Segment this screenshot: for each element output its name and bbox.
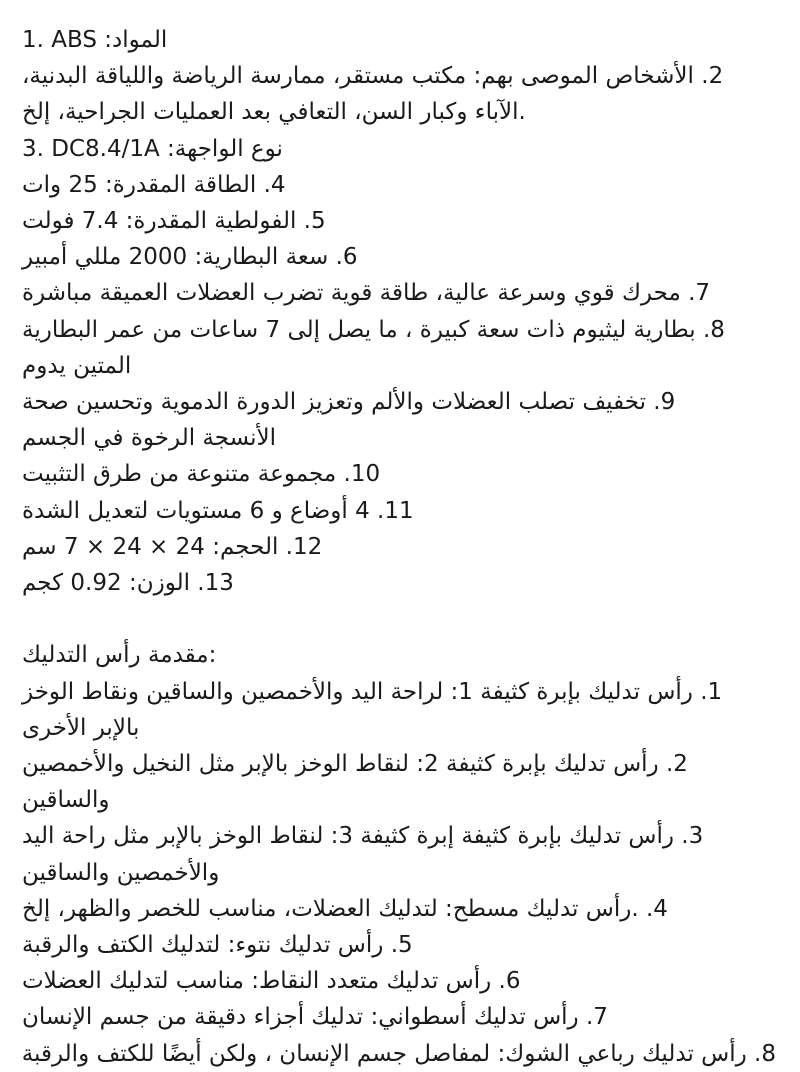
spec-line-9: 9. تخفيف تصلب العضلات والألم وتعزيز الدورة الدموية وتحسين صحة	[22, 389, 676, 416]
spec-line-4: 4. الطاقة المقدرة: 25 وات	[22, 171, 286, 198]
spec-line-10: 10. مجموعة متنوعة من طرق التثبيت	[22, 461, 381, 488]
massage-heads-section	[22, 637, 776, 1071]
spec-line-12: 12. الحجم: 24 × 24 × 7 سم	[22, 533, 323, 560]
spec-line-8-cont: المتين يدوم	[22, 352, 132, 379]
head-line-2-cont: والساقين	[22, 787, 110, 814]
spec-line-11: 11. 4 أوضاع و 6 مستويات لتعديل الشدة	[22, 497, 414, 524]
massage-heads-heading: :مقدمة رأس التدليك	[22, 642, 217, 669]
spec-line-2-cont: .الآباء وكبار السن، التعافي بعد العمليات الجراحية، إلخ	[22, 99, 526, 126]
spec-line-5: 5. الفولطية المقدرة: 7.4 فولت	[22, 208, 326, 235]
spec-line-2: 2. الأشخاص الموصى بهم: مكتب مستقر، ممارسة الرياضة واللياقة البدنية،	[22, 63, 724, 90]
spec-line-6: 6. سعة البطارية: 2000 مللي أمبير	[22, 244, 358, 271]
spec-line-3: 3. DC8.4/1A :نوع الواجهة	[22, 135, 283, 162]
spec-line-8: 8. بطارية ليثيوم ذات سعة كبيرة ، ما يصل إلى 7 ساعات من عمر البطارية	[22, 316, 725, 343]
spec-line-9-cont: الأنسجة الرخوة في الجسم	[22, 425, 277, 452]
head-line-3-cont: والأخمصين والساقين	[22, 859, 220, 886]
head-line-1: 1. رأس تدليك بإبرة كثيفة 1: لراحة اليد والأخمصين والساقين ونقاط الوخز	[22, 678, 723, 705]
specs-list	[22, 22, 776, 601]
head-line-7: 7. رأس تدليك أسطواني: تدليك أجزاء دقيقة من جسم الإنسان	[22, 1004, 608, 1031]
section-spacer	[22, 601, 776, 637]
head-line-1-cont: بالإبر الأخرى	[22, 714, 140, 741]
head-line-6: 6. رأس تدليك متعدد النقاط: مناسب لتدليك العضلات	[22, 968, 521, 995]
head-line-4: 4. .رأس تدليك مسطح: لتدليك العضلات، مناسب للخصر والظهر، إلخ	[22, 895, 668, 922]
spec-line-13: 13. الوزن: 0.92 كجم	[22, 570, 234, 597]
head-line-5: 5. رأس تدليك نتوء: لتدليك الكتف والرقبة	[22, 932, 413, 959]
head-line-2: 2. رأس تدليك بإبرة كثيفة 2: لنقاط الوخز بالإبر مثل النخيل والأخمصين	[22, 751, 688, 778]
head-line-8: 8. رأس تدليك رباعي الشوك: لمفاصل جسم الإنسان ، ولكن أيضًا للكتف والرقبة	[21, 1040, 776, 1067]
spec-line-1: 1. ABS :المواد	[22, 27, 168, 53]
spec-line-7: 7. محرك قوي وسرعة عالية، طاقة قوية تضرب العضلات العميقة مباشرة	[22, 280, 711, 307]
head-line-3: 3. رأس تدليك بإبرة كثيفة إبرة كثيفة 3: لنقاط الوخز بالإبر مثل راحة اليد	[22, 823, 704, 850]
